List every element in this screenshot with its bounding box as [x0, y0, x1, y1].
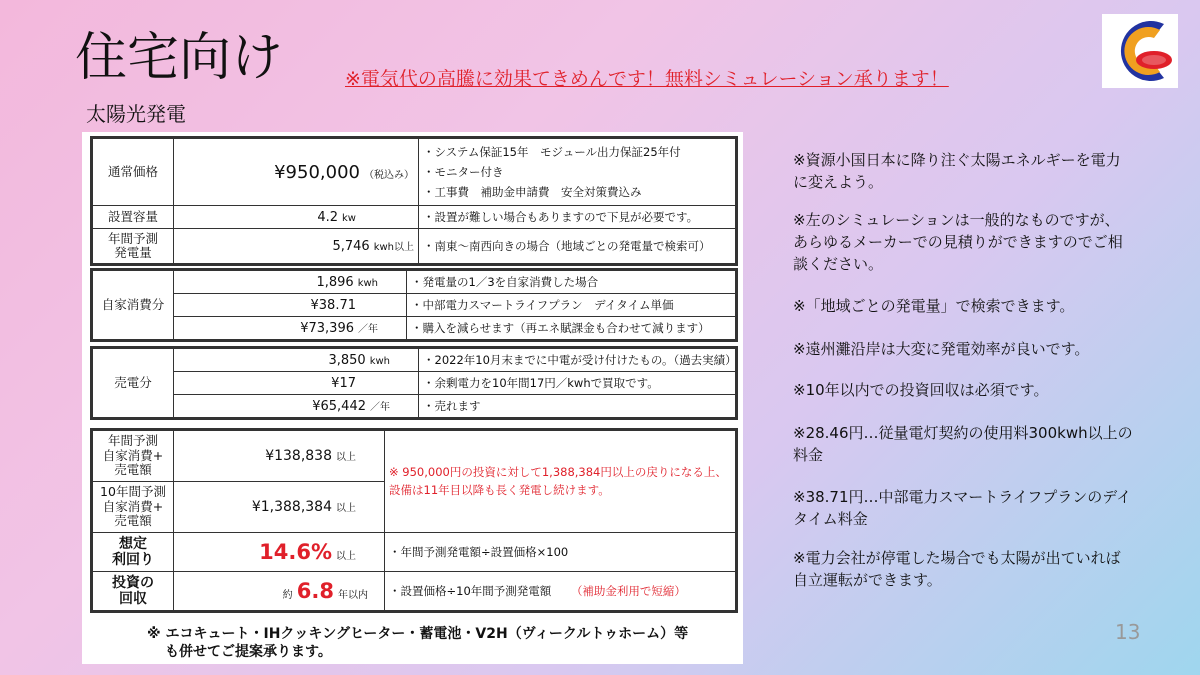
self-use-table	[90, 268, 738, 342]
summary-table	[90, 428, 738, 613]
note-item: ※10年以内での投資回収は必須です。	[793, 381, 1049, 399]
self-use-value-cell	[174, 294, 407, 317]
price-notes	[419, 138, 737, 206]
payback-note: ・設置価格÷10年間予測発電額	[389, 584, 552, 598]
yield-value: 14.6%	[259, 540, 332, 564]
price-note: ・システム保証15年 モジュール出力保証25年付	[423, 144, 681, 159]
generation-note: ・南東～南西向きの場合（地域ごとの発電量で検索可）	[419, 229, 737, 265]
self-use-note: ・購入を減らせます（再エネ賦課金も合わせて減ります）	[407, 317, 737, 341]
footnote-line: ※ エコキュート・IHクッキングヒーター・蓄電池・V2H（ヴィークルトゥホーム）等	[147, 626, 689, 642]
sell-label: 売電分	[92, 348, 174, 419]
note-item: ※左のシミュレーションは一般的なものですが、あらゆるメーカーでの見積りができますのでご相談ください。	[793, 211, 1123, 273]
table-row	[92, 372, 737, 395]
payback-unit: 年以内	[338, 590, 368, 601]
table-row	[92, 206, 737, 229]
self-use-unit: ／年	[358, 324, 378, 335]
self-use-label: 自家消費分	[92, 270, 174, 341]
yield-note: ・年間予測発電額÷設置価格×100	[385, 533, 737, 572]
sell-value: ¥17	[331, 375, 356, 391]
page-subtitle: 太陽光発電	[86, 102, 186, 126]
self-use-value-cell	[174, 317, 407, 341]
sell-table	[90, 346, 738, 420]
self-use-value: 1,896	[316, 274, 354, 290]
table-row	[92, 270, 737, 294]
note-item: ※「地域ごとの発電量」で検索できます。	[793, 297, 1075, 315]
promo-banner: ※電気代の高騰に効果てきめんです！無料シミュレーション承ります！	[345, 68, 949, 90]
sell-unit: kwh	[369, 355, 390, 367]
capacity-value: 4.2	[317, 209, 339, 225]
self-use-value-cell	[174, 270, 407, 294]
self-use-value: ¥73,396	[300, 321, 354, 336]
self-use-note: ・発電量の1／3を自家消費した場合	[407, 270, 737, 294]
table-row	[92, 395, 737, 419]
table-row	[92, 430, 737, 482]
sell-value-cell	[174, 348, 419, 372]
price-unit: （税込み）	[364, 169, 414, 181]
self-use-value: ¥38.71	[310, 297, 356, 313]
ten-year-total-unit: 以上	[336, 503, 356, 514]
annual-total-label-line: 自家消費+	[102, 447, 164, 463]
yield-label-line: 利回り	[112, 552, 154, 568]
company-logo	[1102, 14, 1178, 88]
page-number: 13	[1115, 620, 1141, 644]
payback-label	[92, 572, 174, 612]
price-table	[90, 136, 738, 266]
table-row	[92, 533, 737, 572]
sell-value-cell	[174, 372, 419, 395]
table-row	[92, 317, 737, 341]
payback-label-line: 回収	[119, 591, 147, 607]
ten-year-total-label-line: 売電額	[114, 513, 152, 529]
price-note: ・モニター付き	[423, 164, 504, 179]
capacity-value-cell	[174, 206, 419, 229]
payback-value: 6.8	[296, 579, 334, 603]
sell-note: ・余剰電力を10年間17円／kwhで買取です。	[419, 372, 737, 395]
generation-label-line: 年間予測	[107, 230, 158, 246]
note-item: ※遠州灘沿岸は大変に発電効率が良いです。	[793, 340, 1090, 358]
annual-total-label-line: 年間予測	[107, 433, 158, 449]
yield-label	[92, 533, 174, 572]
sell-value-cell	[174, 395, 419, 419]
capacity-note: ・設置が難しい場合もありますので下見が必要です。	[419, 206, 737, 229]
ten-year-total-label-line: 10年間予測	[100, 484, 166, 500]
annual-total-value: ¥138,838	[265, 448, 332, 464]
note-item: ※38.71円…中部電力スマートライフプランのデイタイム料金	[793, 488, 1132, 528]
proposal-footnote	[147, 626, 688, 661]
price-label: 通常価格	[92, 138, 174, 206]
sell-value: 3,850	[328, 352, 366, 368]
generation-unit: kwh以上	[373, 242, 414, 253]
ten-year-total-value: ¥1,388,384	[251, 499, 332, 515]
price-note: ・工事費 補助金申請費 安全対策費込み	[423, 185, 642, 200]
annual-total-unit: 以上	[336, 452, 356, 463]
payback-label-line: 投資の	[112, 574, 154, 591]
table-row	[92, 348, 737, 372]
sell-unit: ／年	[370, 402, 390, 413]
self-use-unit: kwh	[357, 277, 378, 289]
annual-total-label-line: 売電額	[114, 462, 152, 478]
note-item: ※電力会社が停電した場合でも太陽が出ていれば自立運転ができます。	[793, 549, 1121, 589]
annual-total-value-cell	[174, 430, 385, 482]
return-note: ※ 950,000円の投資に対して1,388,384円以上の戻りになる上、設備は11年目以降も長く発電し続けます。	[385, 430, 737, 533]
capacity-unit: kw	[342, 212, 356, 224]
ten-year-total-label	[92, 482, 174, 533]
table-row	[92, 572, 737, 612]
price-value: ¥950,000	[274, 161, 360, 183]
generation-value: 5,746	[332, 239, 370, 254]
footnote-line: も併せてご提案承ります。	[165, 643, 332, 660]
page-title: 住宅向け	[75, 28, 284, 88]
yield-unit: 以上	[336, 551, 356, 562]
ten-year-total-label-line: 自家消費+	[102, 498, 164, 514]
yield-value-cell	[174, 533, 385, 572]
yield-label-line: 想定	[119, 535, 147, 552]
generation-label	[92, 229, 174, 265]
payback-note-cell	[385, 572, 737, 612]
sell-note: ・2022年10月末までに中電が受け付けたもの。（過去実績）	[419, 348, 737, 372]
capacity-label: 設置容量	[92, 206, 174, 229]
generation-value-cell	[174, 229, 419, 265]
table-row	[92, 138, 737, 206]
table-row	[92, 229, 737, 265]
ten-year-total-value-cell	[174, 482, 385, 533]
annual-total-label	[92, 430, 174, 482]
simulation-panel	[82, 132, 743, 664]
sell-value: ¥65,442	[312, 399, 366, 414]
sell-note: ・売れます	[419, 395, 737, 419]
price-value-cell	[174, 138, 419, 206]
self-use-note: ・中部電力スマートライフプラン デイタイム単価	[407, 294, 737, 317]
payback-prefix: 約	[282, 590, 293, 601]
note-item: ※資源小国日本に降り注ぐ太陽エネルギーを電力に変えよう。	[793, 151, 1121, 191]
payback-note-red: （補助金利用で短縮）	[570, 584, 686, 598]
table-row	[92, 294, 737, 317]
note-item: ※28.46円…従量電灯契約の使用料300kwh以上の料金	[793, 424, 1133, 464]
generation-label-line: 発電量	[114, 245, 152, 260]
payback-value-cell	[174, 572, 385, 612]
